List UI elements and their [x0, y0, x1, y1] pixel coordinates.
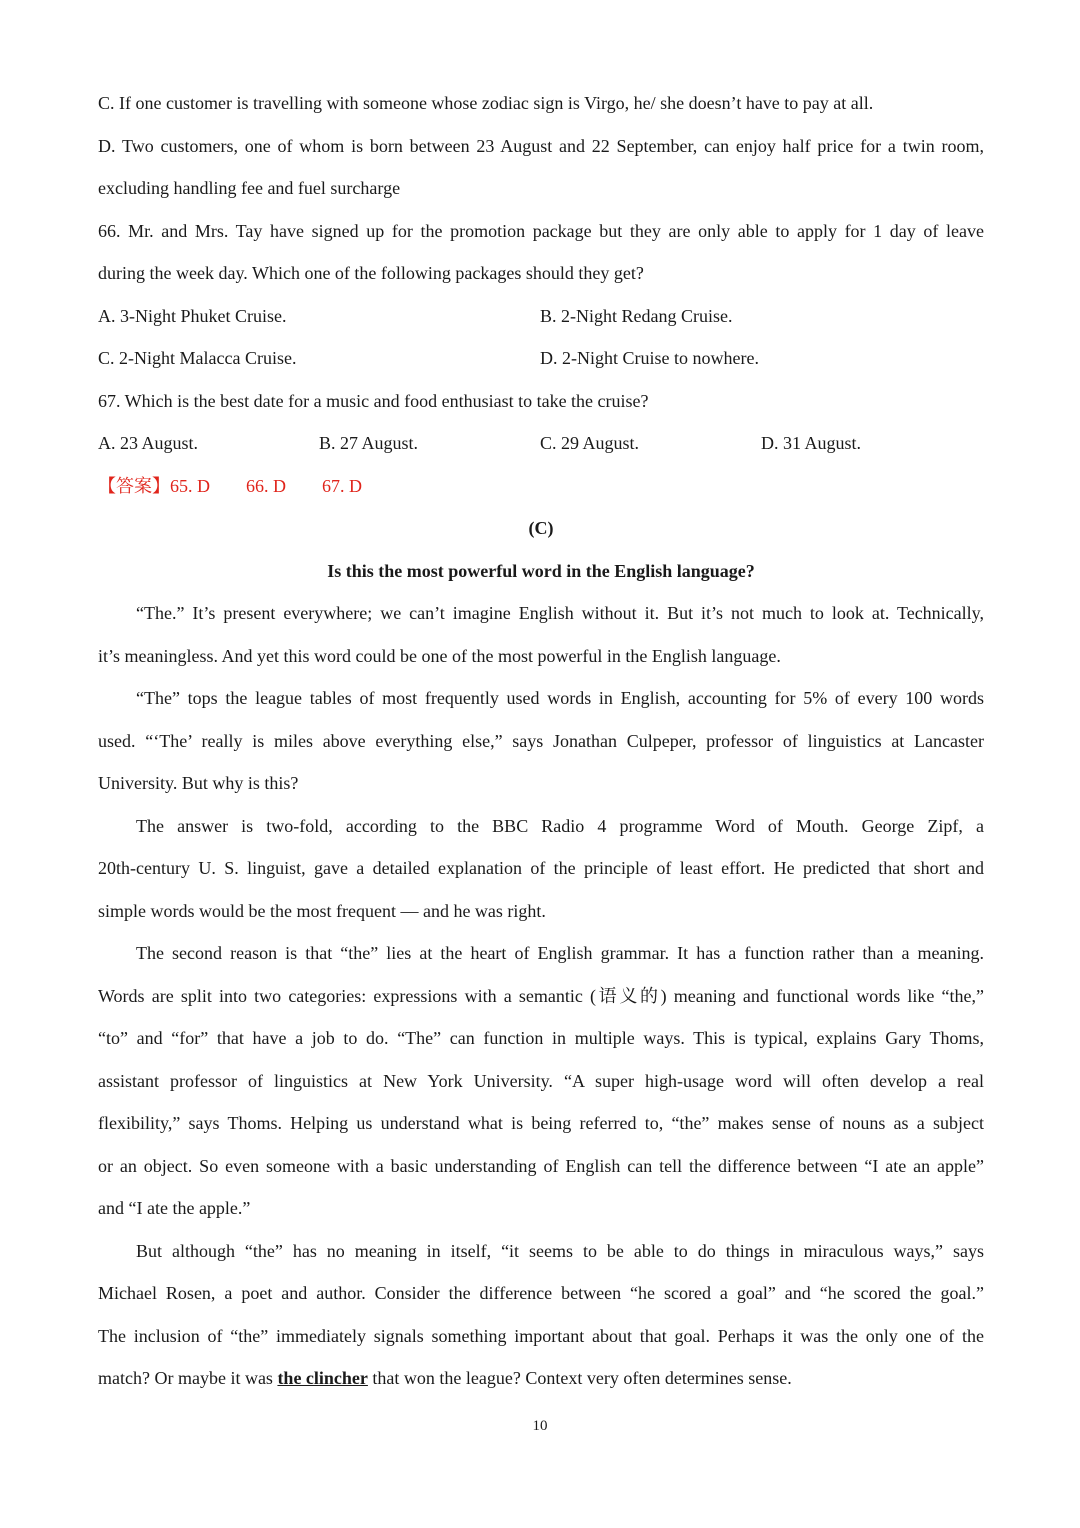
q66-stem-line1: 66. Mr. and Mrs. Tay have signed up for the promotion package but they are only able to apply for 1 day of leave: [98, 220, 984, 241]
q66-options-row1: [98, 295, 984, 338]
q66-option-a: A. 3-Night Phuket Cruise.: [98, 305, 287, 326]
q65-option-c: C. If one customer is travelling with someone whose zodiac sign is Virgo, he/ she doesn’t have to pay at all.: [98, 93, 874, 113]
passage-title: Is this the most powerful word in the English language?: [327, 560, 755, 581]
clincher-term: the clincher: [277, 1368, 368, 1388]
q65-option-d-line2: excluding handling fee and fuel surcharge: [98, 178, 401, 198]
p5-line3: The inclusion of “the” immediately signals something important about that goal. Perhaps it was the only one of the: [98, 1325, 984, 1346]
answer-label: 【答案】: [98, 475, 170, 496]
p5-line2: Michael Rosen, a poet and author. Consider the difference between “he scored a goal” and “he scored the goal.”: [98, 1283, 984, 1303]
page-number: 10: [532, 1418, 548, 1434]
p5-line4: [98, 1357, 984, 1400]
q67-option-b: B. 27 August.: [319, 433, 419, 453]
p1-line2: it’s meaningless. And yet this word could be one of the most powerful in the English language.: [98, 645, 781, 666]
q67-stem: 67. Which is the best date for a music and food enthusiast to take the cruise?: [98, 390, 649, 411]
answer-key: [98, 465, 984, 508]
p4-line2: Words are split into two categories: expressions with a semantic (语义的) meaning and functional words like “the,”: [98, 985, 984, 1006]
answer-67: 67. D: [322, 475, 362, 496]
p5-line1: But although “the” has no meaning in itself, “it seems to be able to do things in miraculous ways,” says: [136, 1240, 984, 1261]
q67-options: [98, 422, 984, 465]
p2-line1: “The” tops the league tables of most frequently used words in English, accounting for 5% of every 100 words: [136, 688, 984, 708]
q67-option-a: A. 23 August.: [98, 433, 199, 453]
p4-line3: “to” and “for” that have a job to do. “The” can function in multiple ways. This is typical, explains Gary Thoms,: [98, 1028, 984, 1048]
q66-stem-line2: during the week day. Which one of the following packages should they get?: [98, 263, 644, 283]
q67-option-d: D. 31 August.: [761, 433, 862, 453]
answer-66: 66. D: [246, 475, 286, 496]
q66-option-b: B. 2-Night Redang Cruise.: [540, 305, 733, 326]
p1-line1: “The.” It’s present everywhere; we can’t imagine English without it. But it’s not much to look at. Technically,: [136, 603, 984, 623]
p3-line1: The answer is two-fold, according to the BBC Radio 4 programme Word of Mouth. George Zipf, a: [136, 815, 984, 836]
p4-line1: The second reason is that “the” lies at the heart of English grammar. It has a function rather than a meaning.: [136, 943, 984, 963]
q66-option-c: C. 2-Night Malacca Cruise.: [98, 348, 297, 368]
p5-line4-before: match? Or maybe it was: [98, 1368, 278, 1388]
q65-option-d-line1: D. Two customers, one of whom is born between 23 August and 22 September, can enjoy half price for a twin room,: [98, 135, 984, 156]
q67-option-c: C. 29 August.: [540, 433, 640, 453]
p2-line2: used. “‘The’ really is miles above everything else,” says Jonathan Culpeper, professor of linguistics at Lancaster: [98, 730, 984, 751]
q66-option-d: D. 2-Night Cruise to nowhere.: [540, 348, 759, 368]
q66-options-row2: [98, 337, 984, 380]
p3-line3: simple words would be the most frequent — and he was right.: [98, 900, 546, 921]
p2-line3: University. But why is this?: [98, 773, 299, 793]
p4-line5: flexibility,” says Thoms. Helping us understand what is being referred to, “the” makes sense of nouns as a subject: [98, 1113, 984, 1133]
p3-line2: 20th-century U. S. linguist, gave a detailed explanation of the principle of least effort. He predicted that short and: [98, 858, 984, 878]
p4-line4: assistant professor of linguistics at New York University. “A super high-usage word will often develop a real: [98, 1070, 984, 1091]
p4-line6: or an object. So even someone with a basic understanding of English can tell the difference between “I ate an apple”: [98, 1155, 984, 1176]
section-label: (C): [528, 518, 554, 538]
page-body: [98, 82, 984, 1400]
answer-65: 65. D: [170, 475, 210, 496]
p4-line7: and “I ate the apple.”: [98, 1198, 251, 1218]
p5-line4-after: that won the league? Context very often determines sense.: [367, 1368, 792, 1388]
